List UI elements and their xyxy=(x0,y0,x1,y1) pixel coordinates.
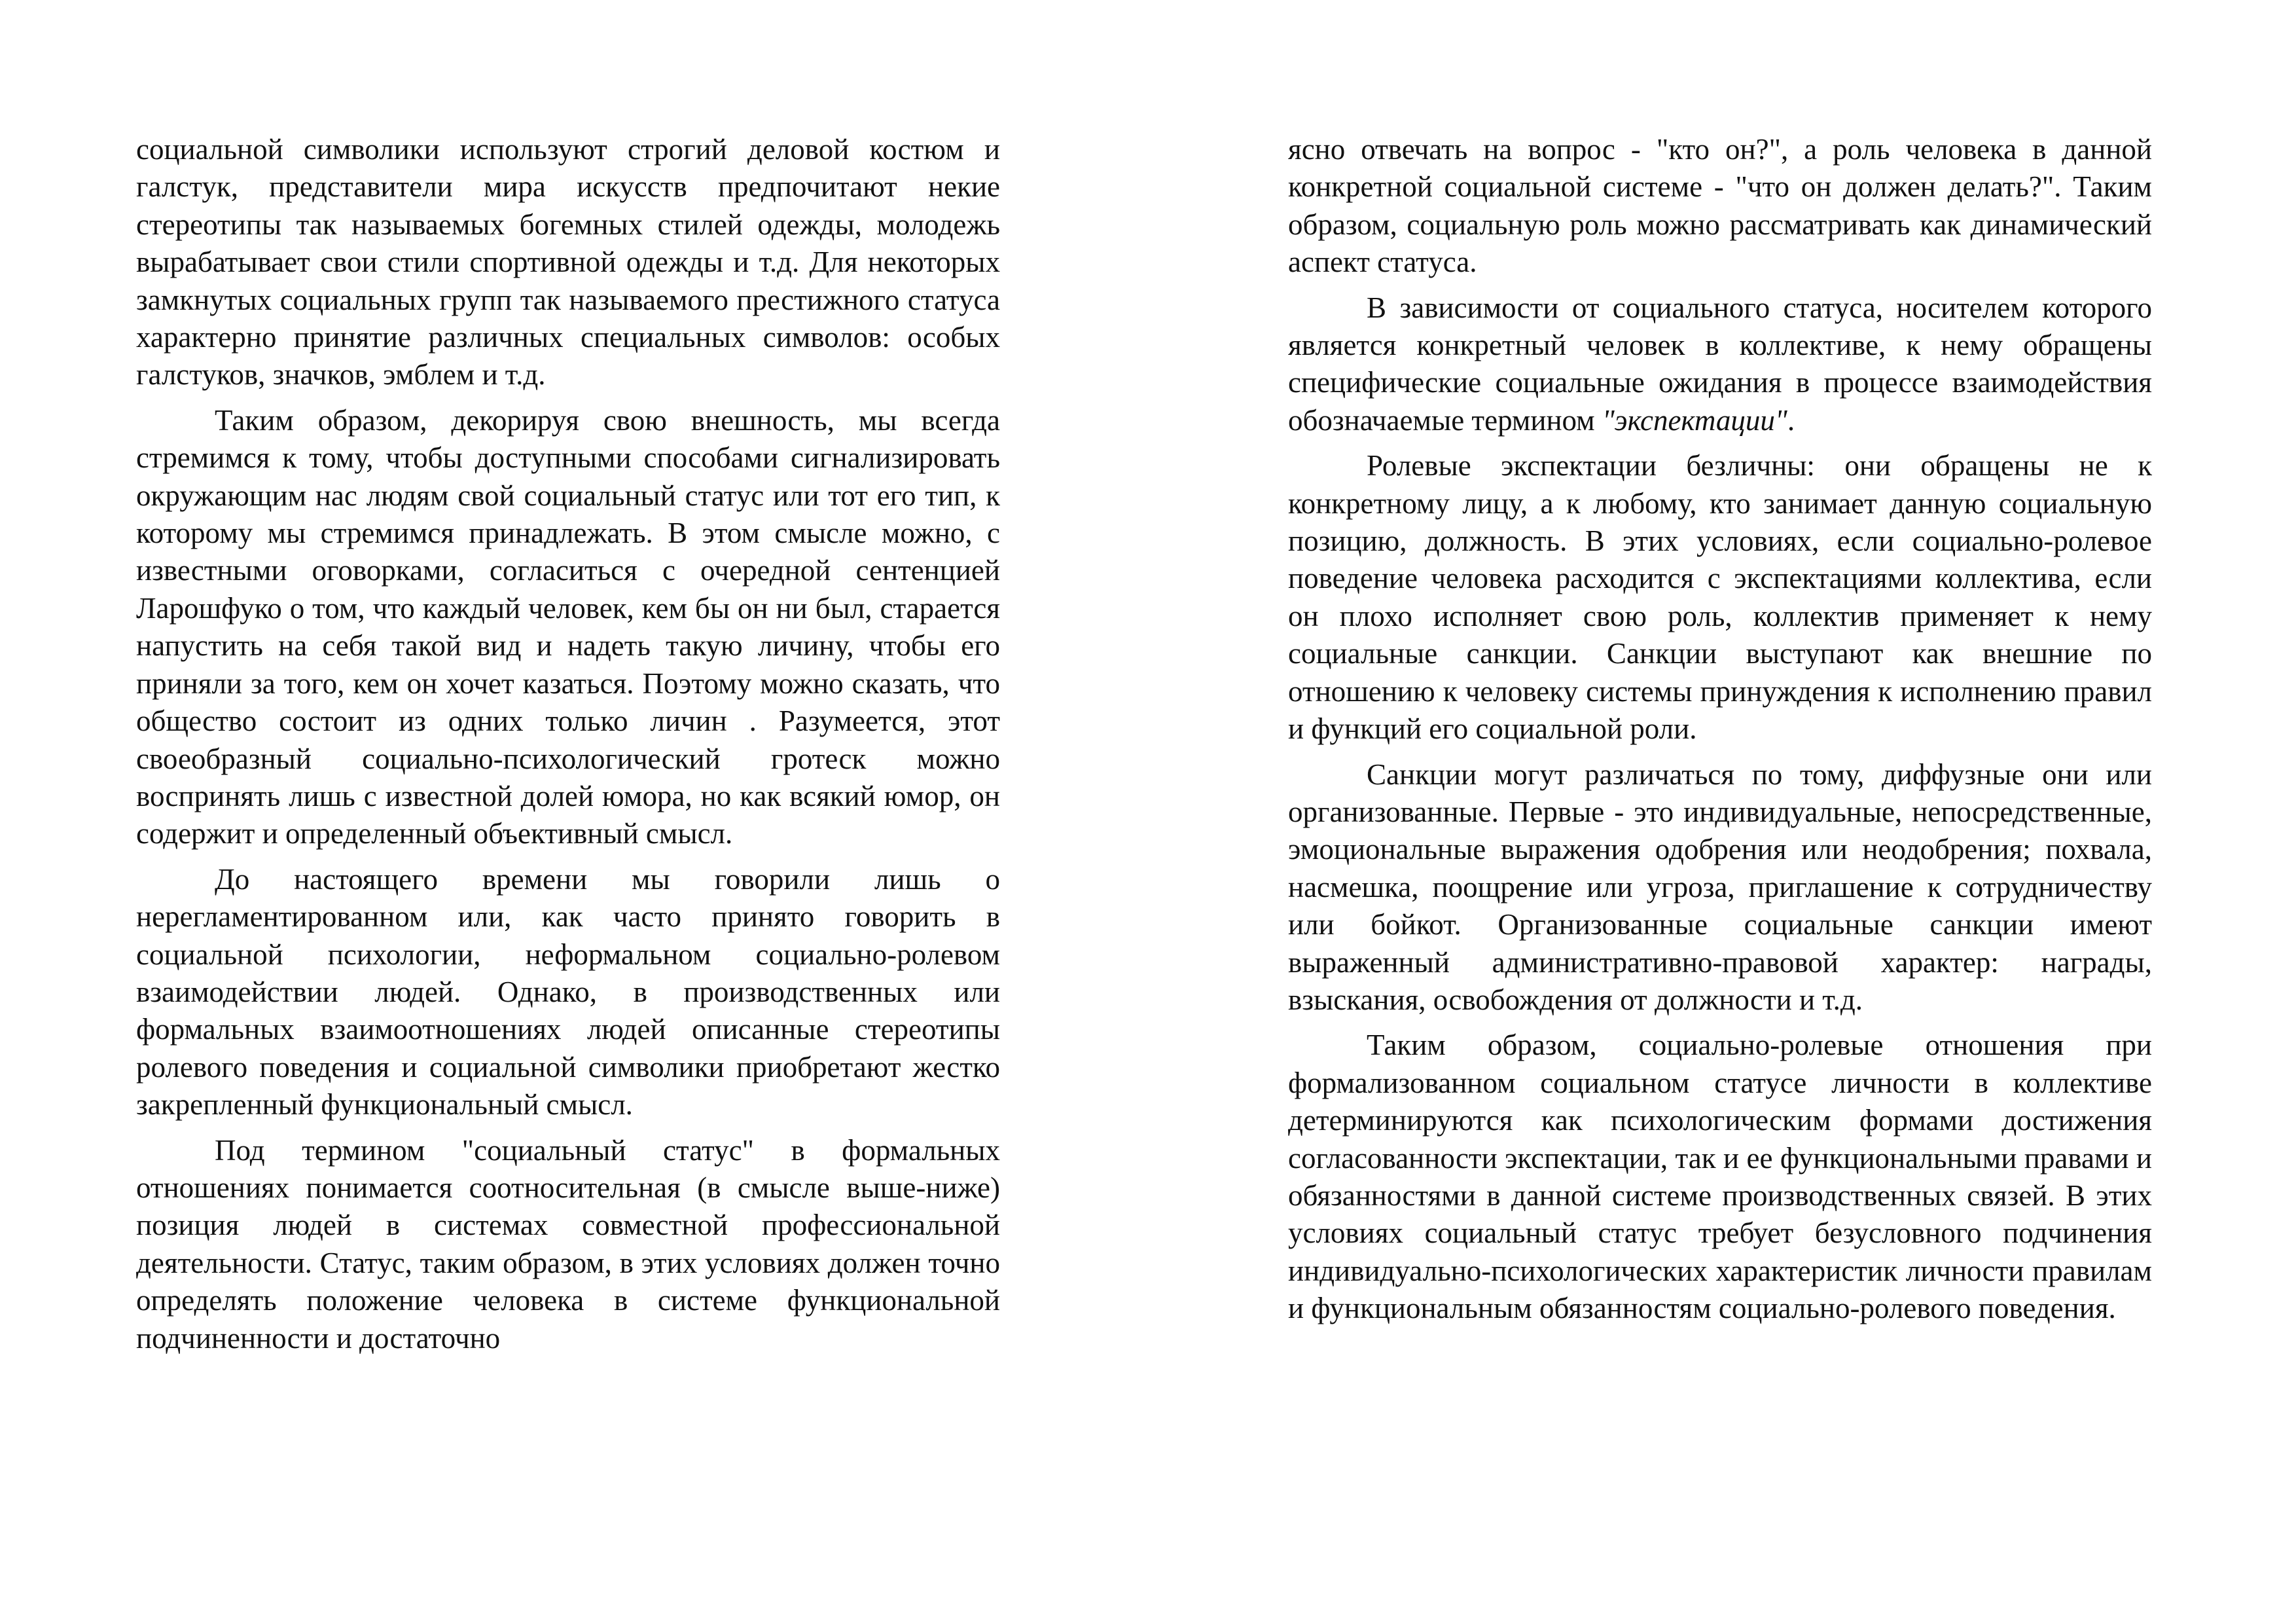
left-page-column xyxy=(136,131,1000,1365)
left-paragraph-3: До настоящего времени мы говорили лишь о нерегламентированном или, как часто принято говорить в социальной психологии, неформальном социально-ролевом взаимодействии людей. Однако, в производственных или формальных взаимоотношениях людей описанные стереотипы ролевого поведения и социальной символики приобретают жестко закрепленный функциональный смысл. xyxy=(136,862,1000,1122)
left-paragraph-1: социальной символики используют строгий деловой костюм и галстук, представители мира искусств предпочитают некие стереотипы так называемых богемных стилей одежды, молодежь вырабатывает свои стили спортивной одежды и т.д. Для некоторых замкнутых социальных групп так называемого престижного статуса характерно принятие различных специальных символов: особых галстуков, значков, эмблем и т.д. xyxy=(136,133,1000,392)
left-paragraph-4: Под термином "социальный статус" в формальных отношениях понимается соотносительная (в смысле выше-ниже) позиция людей в системах совместной профессиональной деятельности. Статус, таким образом, в этих условиях должен точно определять положение человека в системе функциональной подчиненности и достаточно xyxy=(136,1133,1000,1355)
expectations-term: "экспектации" xyxy=(1602,403,1787,437)
left-paragraph-2: Таким образом, декорируя свою внешность, мы всегда стремимся к тому, чтобы доступными способами сигнализировать окружающим нас людям свой социальный статус или тот его тип, к которому мы стремимся принадлежать. В этом смысле можно, с известными оговорками, согласиться с очередной сентенцией Ларошфуко о том, что каждый человек, кем бы он ни был, старается напустить на себя такой вид и надеть такую личину, чтобы его приняли за того, кем он хочет казаться. Поэтому можно сказать, что общество состоит из одних только личин . Разумеется, этот своеобразный социально-психологический гротеск можно воспринять лишь с известной долей юмора, но как всякий юмор, он содержит и определенный объективный смысл. xyxy=(136,403,1000,850)
right-paragraph-5: Таким образом, социально-ролевые отношения при формализованном социальном статусе личности в коллективе детерминируются как психологическим формами достижения согласованности экспектации, так и ее функциональными правами и обязанностями в данной системе производственных связей. В этих условиях социальный статус требует безусловного подчинения индивидуально-психологических характеристик личности правилам и функциональным обязанностям социально-ролевого поведения. xyxy=(1288,1029,2152,1325)
right-paragraph-4: Санкции могут различаться по тому, диффузные они или организованные. Первые - это индивидуальные, непосредственные, эмоциональные выражения одобрения или неодобрения; похвала, насмешка, поощрение или угроза, приглашение к сотрудничеству или бойкот. Организованные социальные санкции имеют выраженный административно-правовой характер: награды, взыскания, освобождения от должности и т.д. xyxy=(1288,757,2152,1016)
right-paragraph-2 xyxy=(1288,289,2152,440)
right-paragraph-3: Ролевые экспектации безличны: они обращены не к конкретному лицу, а к любому, кто занимает данную социальную позицию, должность. В этих условиях, если социально-ролевое поведение человека расходится с экспектациями коллектива, если он плохо исполняет свою роль, коллектив применяет к нему социальные санкции. Санкции выступают как внешние по отношению к человеку системы принуждения к исполнению правил и функций его социальной роли. xyxy=(1288,449,2152,746)
right-paragraph-1: ясно отвечать на вопрос - "кто он?", а роль человека в данной конкретной социальной системе - "что он должен делать?". Таким образом, социальную роль можно рассматривать как динамический аспект статуса. xyxy=(1288,133,2152,279)
right-paragraph-2-text: В зависимости от социального статуса, носителем которого является конкретный человек в коллективе, к нему обращены специфические социальные ожидания в процессе взаимодействия обозначаемые термином xyxy=(1288,291,2152,437)
right-page-column xyxy=(1288,131,2152,1336)
right-paragraph-2-end: . xyxy=(1787,403,1795,437)
